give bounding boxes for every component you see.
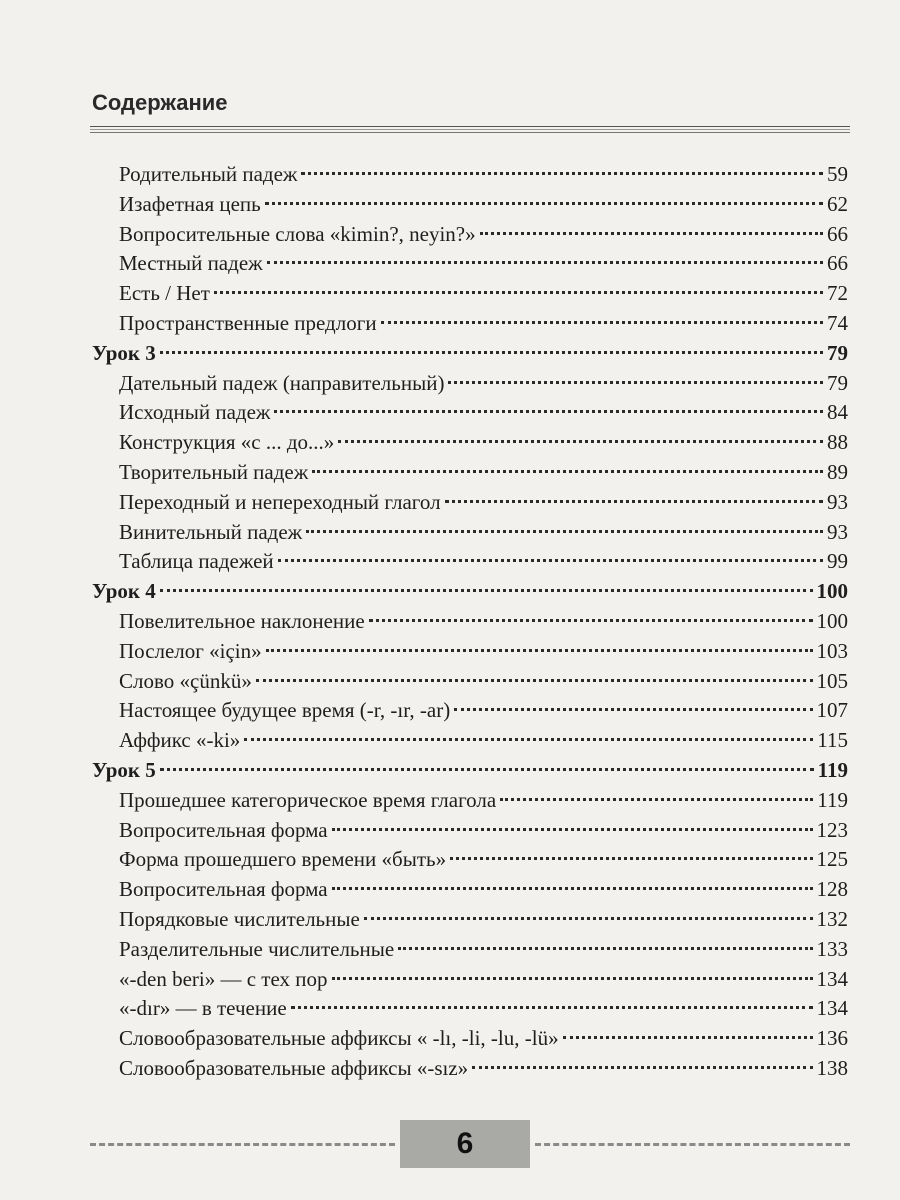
toc-entry-title: Словообразовательные аффиксы «-sız» [119, 1055, 469, 1080]
dot-leader [160, 351, 823, 354]
dot-leader [500, 798, 813, 801]
toc-entry [92, 607, 848, 637]
toc-entry [92, 637, 848, 667]
toc-entry-title: Повелительное наклонение [119, 608, 365, 633]
toc-entry-page: 133 [816, 936, 848, 961]
toc-entry-title: Переходный и непереходный глагол [119, 489, 441, 514]
toc-entry-page: 100 [816, 579, 848, 604]
toc-entry [92, 160, 848, 190]
footer-dashed-line-right [535, 1143, 850, 1146]
toc-entry-title: Настоящее будущее время (-r, -ır, -ar) [119, 698, 451, 723]
dot-leader [472, 1066, 812, 1069]
toc-entry [92, 726, 848, 756]
toc-entry-title: Винительный падеж [119, 519, 303, 544]
toc-entry [92, 1024, 848, 1054]
toc-lesson-entry [92, 756, 848, 786]
dot-leader [448, 381, 823, 384]
dot-leader [256, 679, 813, 682]
toc-entry-page: 66 [827, 251, 848, 276]
toc-entry-page: 79 [827, 370, 848, 395]
toc-entry-title: Словообразовательные аффиксы « -lı, -li, -lu, -lü» [119, 1026, 559, 1051]
toc-entry [92, 428, 848, 458]
toc-entry [92, 816, 848, 846]
toc-entry [92, 458, 848, 488]
dot-leader [480, 232, 823, 235]
toc-entry-page: 93 [827, 489, 848, 514]
toc-entry-title: Местный падеж [119, 251, 263, 276]
dot-leader [332, 828, 813, 831]
toc-entry-title: Прошедшее категорическое время глагола [119, 787, 497, 812]
dot-leader [454, 708, 812, 711]
toc-entry-page: 88 [827, 430, 848, 455]
dot-leader [338, 440, 823, 443]
toc-entry-title: Урок 5 [92, 757, 156, 782]
dot-leader [301, 172, 823, 175]
toc-entry [92, 965, 848, 995]
dot-leader [291, 1006, 813, 1009]
toc-entry [92, 547, 848, 577]
toc-entry-title: Послелог «için» [119, 638, 262, 663]
toc-lesson-entry [92, 577, 848, 607]
toc-entry-page: 123 [816, 817, 848, 842]
dot-leader [274, 410, 823, 413]
toc-entry [92, 518, 848, 548]
toc-entry [92, 935, 848, 965]
toc-entry [92, 905, 848, 935]
toc-entry-title: «-den beri» — с тех пор [119, 966, 328, 991]
dot-leader [312, 470, 823, 473]
toc-entry-page: 74 [827, 310, 848, 335]
toc-entry [92, 786, 848, 816]
dot-leader [160, 589, 813, 592]
page-number: 6 [456, 1127, 474, 1160]
toc-entry [92, 994, 848, 1024]
toc-entry-page: 107 [816, 698, 848, 723]
toc-entry [92, 875, 848, 905]
toc-entry-title: Творительный падеж [119, 459, 309, 484]
toc-entry-page: 66 [827, 221, 848, 246]
toc-entry [92, 369, 848, 399]
toc-entry [92, 696, 848, 726]
footer-dashed-line-left [90, 1143, 395, 1146]
dot-leader [563, 1036, 813, 1039]
dot-leader [381, 321, 823, 324]
toc-entry [92, 279, 848, 309]
dot-leader [450, 857, 812, 860]
toc-entry-page: 134 [816, 996, 848, 1021]
toc-entry-title: Слово «çünkü» [119, 668, 252, 693]
dot-leader [244, 738, 813, 741]
toc-entry [92, 667, 848, 697]
toc-entry-title: Изафетная цепь [119, 191, 261, 216]
toc-entry-title: Форма прошедшего времени «быть» [119, 847, 447, 872]
page-number-badge [400, 1120, 530, 1168]
dot-leader [266, 649, 813, 652]
toc-entry-page: 138 [816, 1055, 848, 1080]
dot-leader [160, 768, 814, 771]
toc-entry-title: Родительный падеж [119, 162, 298, 186]
dot-leader [278, 559, 823, 562]
toc-entry-title: Урок 3 [92, 340, 156, 365]
toc-entry-title: Урок 4 [92, 579, 156, 604]
table-of-contents [92, 160, 848, 1084]
toc-entry-title: «-dır» — в течение [119, 996, 287, 1021]
dot-leader [214, 291, 823, 294]
toc-entry-page: 84 [827, 400, 848, 425]
toc-entry-title: Аффикс «-ki» [119, 728, 241, 753]
dot-leader [398, 947, 812, 950]
toc-entry [92, 1054, 848, 1084]
dot-leader [445, 500, 823, 503]
page-header-title: Содержание [92, 90, 228, 115]
dot-leader [265, 202, 823, 205]
toc-entry-title: Есть / Нет [119, 281, 210, 306]
dot-leader [369, 619, 813, 622]
toc-entry-page: 59 [827, 162, 848, 186]
toc-entry-page: 125 [816, 847, 848, 872]
toc-entry-page: 132 [816, 906, 848, 931]
toc-entry [92, 190, 848, 220]
toc-entry-page: 134 [816, 966, 848, 991]
toc-entry-title: Конструкция «с ... до...» [119, 430, 335, 455]
dot-leader [364, 917, 813, 920]
toc-entry-title: Таблица падежей [119, 549, 274, 574]
toc-entry-title: Вопросительные слова «kimin?, neyin?» [119, 221, 476, 246]
toc-entry [92, 398, 848, 428]
dot-leader [332, 887, 813, 890]
toc-entry-page: 115 [817, 728, 848, 753]
toc-entry-title: Разделительные числительные [119, 936, 395, 961]
toc-entry [92, 249, 848, 279]
toc-entry-title: Порядковые числительные [119, 906, 360, 931]
toc-lesson-entry [92, 339, 848, 369]
toc-entry-title: Вопросительная форма [119, 817, 328, 842]
toc-entry-page: 119 [817, 787, 848, 812]
toc-entry-page: 72 [827, 281, 848, 306]
toc-entry-page: 93 [827, 519, 848, 544]
toc-entry-page: 103 [816, 638, 848, 663]
toc-entry-title: Исходный падеж [119, 400, 271, 425]
dot-leader [306, 530, 823, 533]
dot-leader [267, 261, 823, 264]
header-rule [90, 126, 850, 133]
toc-entry-page: 79 [827, 340, 848, 365]
toc-entry-page: 105 [816, 668, 848, 693]
toc-entry-page: 62 [827, 191, 848, 216]
toc-entry-title: Пространственные предлоги [119, 310, 377, 335]
toc-entry [92, 309, 848, 339]
toc-entry-page: 136 [816, 1026, 848, 1051]
toc-entry-page: 119 [817, 757, 848, 782]
toc-entry-page: 128 [816, 877, 848, 902]
toc-entry [92, 488, 848, 518]
toc-entry-title: Вопросительная форма [119, 877, 328, 902]
toc-entry-page: 100 [816, 608, 848, 633]
dot-leader [332, 977, 813, 980]
toc-entry-page: 89 [827, 459, 848, 484]
toc-entry [92, 845, 848, 875]
toc-entry-page: 99 [827, 549, 848, 574]
toc-entry-title: Дательный падеж (направительный) [119, 370, 445, 395]
toc-entry [92, 220, 848, 250]
